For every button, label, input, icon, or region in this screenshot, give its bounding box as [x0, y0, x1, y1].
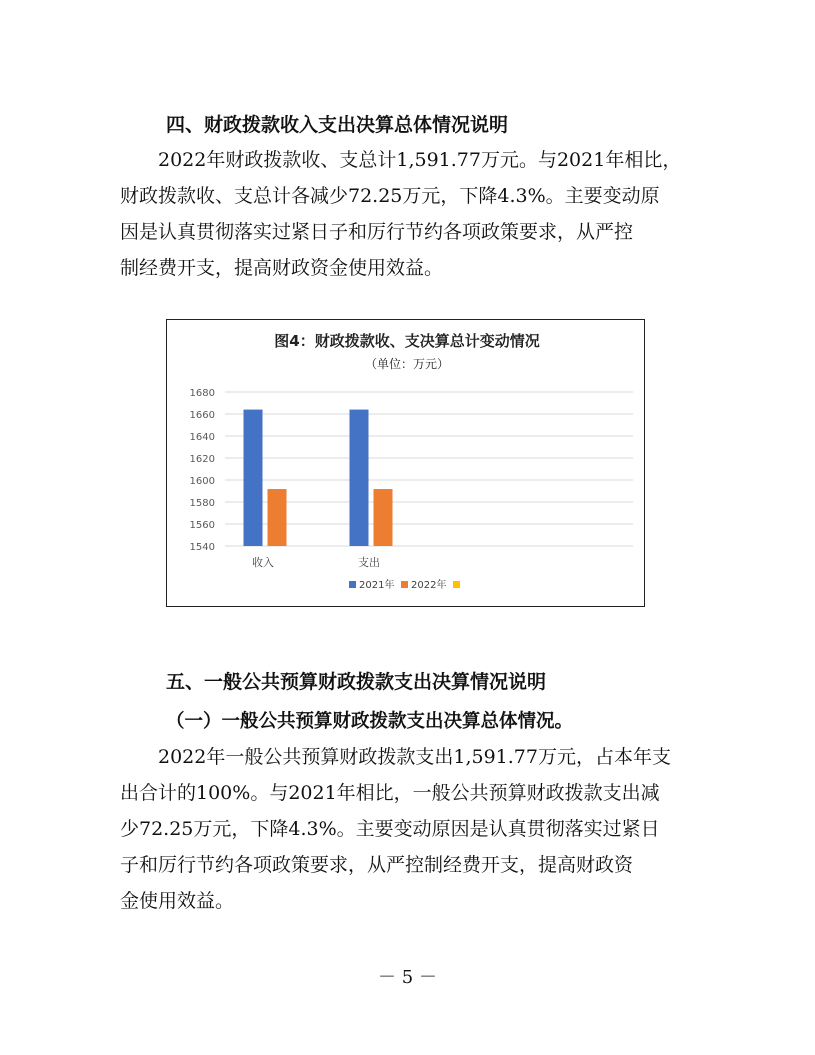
section-5-paragraph: 2022年一般公共预算财政拨款支出1,591.77万元，占本年支 出合计的100%。与2021年相比，一般公共预算财政拨款支出减 少72.25万元，下降4.3%。主要变动原因是认真贯彻落实过紧日 子和厉行节约各项政策要求，从严控制经费开支，提高财政资 金使用效益。: [120, 746, 671, 912]
x-category-label: 收入: [252, 556, 274, 569]
legend-label: 2022年: [411, 580, 447, 591]
legend-label: 2021年: [359, 580, 395, 591]
x-category-label: 支出: [358, 556, 380, 569]
section-4-paragraph: 2022年财政拨款收、支总计1,591.77万元。与2021年相比， 财政拨款收、支总计各减少72.25万元，下降4.3%。主要变动原 因是认真贯彻落实过紧日子和厉行节约各项政策要求，从严控 制经费开支，提高财政资金使用效益。: [120, 149, 682, 279]
bar-series1-1: [350, 410, 369, 546]
section-5-subheading: （一）一般公共预算财政拨款支出决算总体情况。: [166, 711, 574, 732]
chart-bars: [244, 410, 393, 546]
y-tick-label: 1600: [189, 476, 215, 487]
y-tick-label: 1540: [189, 542, 215, 553]
y-tick-label: 1560: [189, 520, 215, 531]
bar-series2-1: [374, 489, 393, 546]
y-tick-label: 1640: [189, 432, 215, 443]
bar-series1-0: [244, 410, 263, 546]
chart-legend: [349, 578, 460, 591]
y-tick-label: 1580: [189, 498, 215, 509]
chart-title: 图4：财政拨款收、支决算总计变动情况: [274, 332, 540, 350]
y-tick-label: 1620: [189, 454, 215, 465]
y-tick-label: 1660: [189, 410, 215, 421]
bar-series2-0: [268, 489, 287, 546]
chart-figure-4: [166, 319, 645, 607]
section-4-heading: 四、财政拨款收入支出决算总体情况说明: [166, 114, 509, 136]
bar-chart: [167, 320, 646, 608]
legend-swatch: [349, 581, 356, 588]
legend-swatch: [401, 581, 408, 588]
section-5-heading: 五、一般公共预算财政拨款支出决算情况说明: [166, 671, 547, 693]
legend-swatch: [453, 581, 460, 588]
page-number: － 5 －: [378, 967, 437, 988]
chart-subtitle: （单位：万元）: [364, 357, 450, 371]
y-tick-label: 1680: [189, 388, 215, 399]
